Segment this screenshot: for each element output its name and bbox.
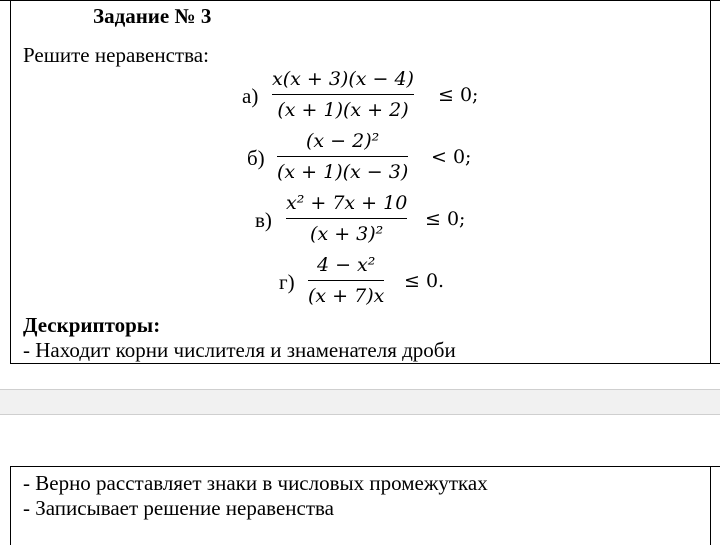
numerator: x² + 7x + 10 xyxy=(286,192,408,214)
task-intro: Решите неравенства: xyxy=(23,43,209,67)
relation: < 0; xyxy=(431,146,472,168)
table-top-border xyxy=(10,466,720,467)
fraction-bar xyxy=(277,156,408,157)
inequality-d xyxy=(279,252,479,316)
denominator: (x + 3)² xyxy=(310,223,384,245)
numerator: 4 − x² xyxy=(316,254,376,276)
denominator: (x + 7)x xyxy=(308,285,385,307)
fraction xyxy=(286,190,407,247)
denominator: (x + 1)(x + 2) xyxy=(277,99,409,121)
inequality-label: г) xyxy=(279,270,295,294)
denominator: (x + 1)(x − 3) xyxy=(277,161,409,183)
fraction-bar xyxy=(272,94,414,95)
table-left-border xyxy=(10,0,11,363)
numerator: x(x + 3)(x − 4) xyxy=(272,68,414,90)
descriptor-item: - Находит корни числителя и знаменателя дроби xyxy=(23,338,456,362)
inequality-b xyxy=(247,128,507,192)
task-title: Задание № 3 xyxy=(93,4,212,28)
relation: ≤ 0. xyxy=(404,270,445,292)
table-top-border xyxy=(0,0,720,1)
relation: ≤ 0; xyxy=(438,84,479,106)
descriptor-item: - Верно расставляет знаки в числовых промежутках xyxy=(23,471,488,495)
descriptor-item: - Записывает решение неравенства xyxy=(23,496,334,520)
descriptors-title: Дескрипторы: xyxy=(23,313,161,337)
numerator: (x − 2)² xyxy=(306,130,380,152)
fraction xyxy=(277,128,408,185)
inequality-label: а) xyxy=(242,84,259,108)
relation: ≤ 0; xyxy=(425,208,466,230)
fraction xyxy=(272,66,414,123)
inequality-a xyxy=(242,66,502,130)
page-break xyxy=(0,389,720,415)
inequality-label: в) xyxy=(255,208,272,232)
fraction-bar xyxy=(286,218,407,219)
fraction-bar xyxy=(308,280,384,281)
table-bottom-border xyxy=(10,363,720,364)
table-right-border xyxy=(710,0,711,363)
table-right-border xyxy=(710,466,711,545)
inequality-label: б) xyxy=(247,146,265,170)
table-left-border xyxy=(10,466,11,545)
fraction xyxy=(308,252,384,309)
inequality-c xyxy=(255,190,495,254)
